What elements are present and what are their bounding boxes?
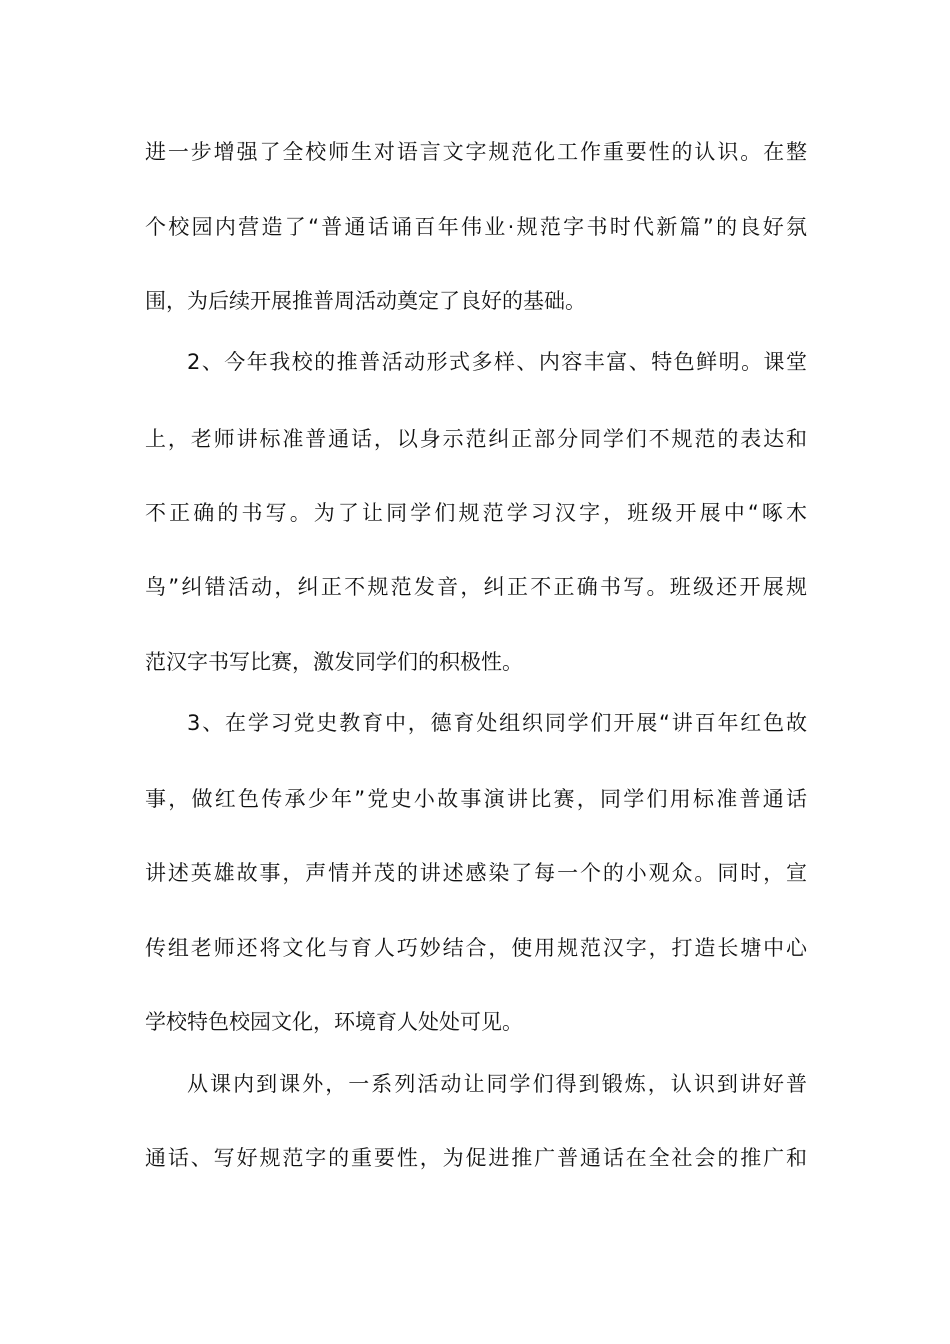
text-line: 3、在学习党史教育中，德育处组织同学们开展“讲百年红色故 xyxy=(187,711,807,735)
text-line: 2、今年我校的推普活动形式多样、内容丰富、特色鲜明。课堂 xyxy=(187,350,807,374)
text-line: 事，做红色传承少年”党史小故事演讲比赛，同学们用标准普通话 xyxy=(145,787,807,811)
text-line: 不正确的书写。为了让同学们规范学习汉字，班级开展中“啄木 xyxy=(145,501,807,525)
text-line: 范汉字书写比赛，激发同学们的积极性。 xyxy=(145,650,523,674)
text-line: 从课内到课外，一系列活动让同学们得到锻炼，认识到讲好普 xyxy=(187,1072,807,1096)
text-line: 学校特色校园文化，环境育人处处可见。 xyxy=(145,1010,523,1034)
text-line: 个校园内营造了“普通话诵百年伟业·规范字书时代新篇”的良好氛 xyxy=(145,215,807,239)
text-line: 进一步增强了全校师生对语言文字规范化工作重要性的认识。在整 xyxy=(145,140,807,164)
text-line: 传组老师还将文化与育人巧妙结合，使用规范汉字，打造长塘中心 xyxy=(145,936,807,960)
text-line: 围，为后续开展推普周活动奠定了良好的基础。 xyxy=(145,289,586,313)
text-line: 鸟”纠错活动，纠正不规范发音，纠正不正确书写。班级还开展规 xyxy=(145,575,807,599)
text-line: 讲述英雄故事，声情并茂的讲述感染了每一个的小观众。同时，宣 xyxy=(145,861,807,885)
text-line: 通话、写好规范字的重要性，为促进推广普通话在全社会的推广和 xyxy=(145,1146,807,1170)
text-line: 上，老师讲标准普通话，以身示范纠正部分同学们不规范的表达和 xyxy=(145,427,807,451)
